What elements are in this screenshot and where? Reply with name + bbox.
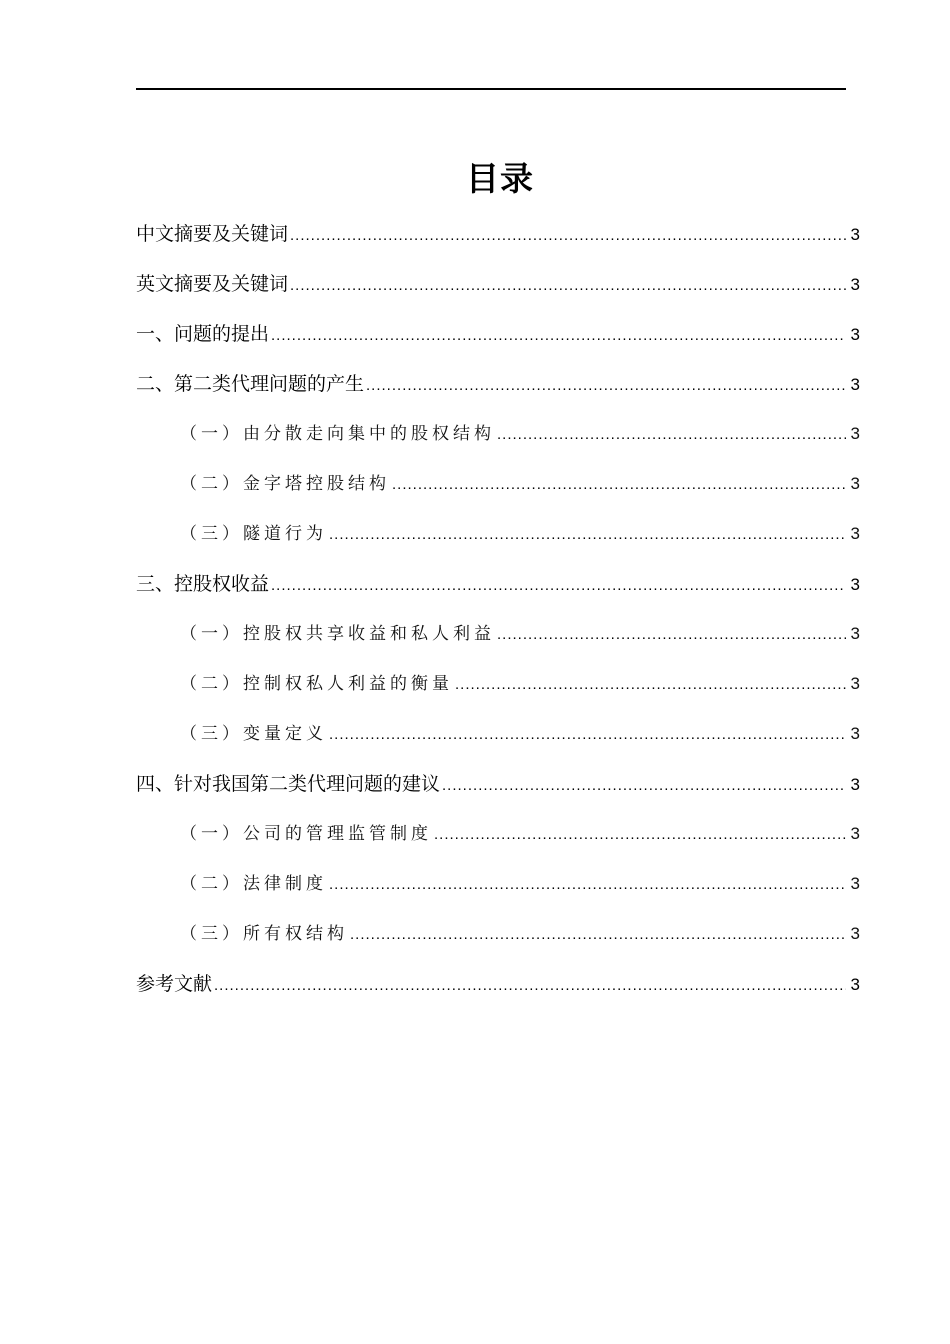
toc-entry[interactable]: [136, 970, 860, 1020]
toc-entry-label: （二）控制权私人利益的衡量: [180, 674, 453, 694]
toc-dot-leader: [290, 222, 846, 250]
toc-entry-label: 四、针对我国第二类代理问题的建议: [136, 773, 441, 795]
page-title: 目录: [466, 159, 534, 198]
toc-entry-label: 英文摘要及关键词: [136, 273, 289, 295]
toc-entry-label: （一）由分散走向集中的股权结构: [180, 424, 495, 444]
toc-dot-leader: [366, 372, 846, 400]
toc-entry[interactable]: [136, 320, 860, 370]
toc-dot-leader: [350, 921, 846, 949]
toc-subentry[interactable]: [136, 520, 860, 570]
toc-subentry[interactable]: [136, 720, 860, 770]
header-rule: [136, 88, 846, 90]
toc-dot-leader: [455, 671, 846, 699]
toc-dot-leader: [329, 521, 846, 549]
toc-entry-label: （三）变量定义: [180, 724, 327, 744]
toc-subentry[interactable]: [136, 420, 860, 470]
toc-page-number: 3: [850, 424, 860, 443]
toc-page-number: 3: [850, 924, 860, 943]
toc-entry[interactable]: [136, 270, 860, 320]
toc-entry-label: （二）金字塔控股结构: [180, 474, 390, 494]
toc-subentry[interactable]: [136, 870, 860, 920]
toc-entry-label: （一）控股权共享收益和私人利益: [180, 624, 495, 644]
toc-entry[interactable]: [136, 770, 860, 820]
toc-dot-leader: [392, 471, 846, 499]
toc-page-number: 3: [850, 375, 860, 394]
toc-page-number: 3: [850, 624, 860, 643]
toc-dot-leader: [271, 322, 846, 350]
toc-entry-label: 一、问题的提出: [136, 323, 270, 345]
toc-entry-label: 中文摘要及关键词: [136, 223, 289, 245]
toc-entry-label: 三、控股权收益: [136, 573, 270, 595]
toc-page-number: 3: [850, 575, 860, 594]
toc-page-number: 3: [850, 524, 860, 543]
toc-page-number: 3: [850, 874, 860, 893]
table-of-contents: [136, 220, 860, 1020]
toc-entry-label: （二）法律制度: [180, 874, 327, 894]
toc-entry[interactable]: [136, 220, 860, 270]
toc-page-number: 3: [850, 225, 860, 244]
toc-subentry[interactable]: [136, 820, 860, 870]
toc-entry-label: （三）所有权结构: [180, 924, 348, 944]
toc-page-number: 3: [850, 824, 860, 843]
toc-subentry[interactable]: [136, 670, 860, 720]
toc-dot-leader: [434, 821, 846, 849]
toc-page-number: 3: [850, 674, 860, 693]
toc-subentry[interactable]: [136, 620, 860, 670]
toc-dot-leader: [442, 772, 846, 800]
toc-entry-label: （一）公司的管理监管制度: [180, 824, 432, 844]
toc-dot-leader: [214, 972, 846, 1000]
toc-dot-leader: [497, 621, 846, 649]
toc-entry[interactable]: [136, 370, 860, 420]
toc-dot-leader: [271, 572, 846, 600]
toc-page-number: 3: [850, 275, 860, 294]
toc-entry[interactable]: [136, 570, 860, 620]
toc-entry-label: （三）隧道行为: [180, 524, 327, 544]
toc-entry-label: 二、第二类代理问题的产生: [136, 373, 365, 395]
toc-dot-leader: [497, 421, 846, 449]
toc-dot-leader: [329, 871, 846, 899]
toc-subentry[interactable]: [136, 470, 860, 520]
toc-dot-leader: [290, 272, 846, 300]
toc-dot-leader: [329, 721, 846, 749]
toc-subentry[interactable]: [136, 920, 860, 970]
toc-page-number: 3: [850, 775, 860, 794]
toc-page-number: 3: [850, 975, 860, 994]
toc-page-number: 3: [850, 474, 860, 493]
toc-page-number: 3: [850, 325, 860, 344]
toc-entry-label: 参考文献: [136, 973, 213, 995]
toc-page-number: 3: [850, 724, 860, 743]
